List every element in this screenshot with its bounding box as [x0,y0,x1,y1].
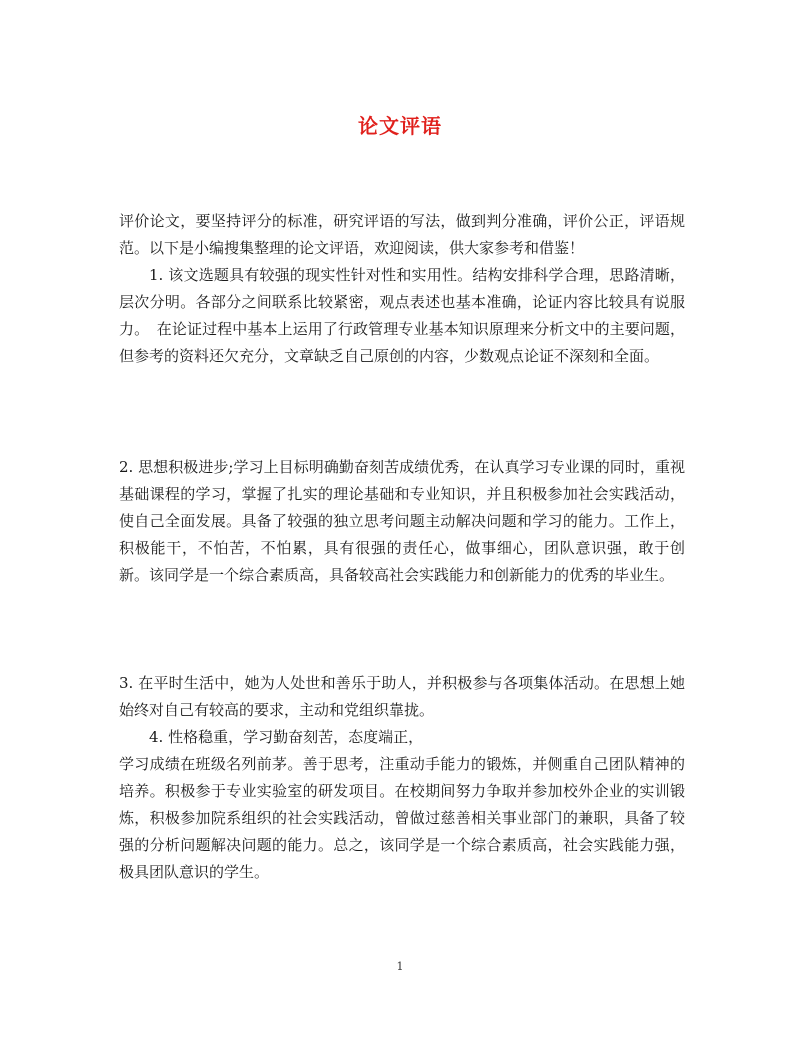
comment-block-2 [119,454,685,589]
page-number: 1 [396,960,404,973]
comment-paragraph-2: 2. 思想积极进步;学习上目标明确勤奋刻苦成绩优秀，在认真学习专业课的同时，重视基础课程的学习，掌握了扎实的理论基础和专业知识，并且积极参加社会实践活动，使自己全面发展。具备了较强的独立思考问题主动解决问题和学习的能力。工作上，积极能干，不怕苦，不怕累，具有很强的责任心，做事细心，团队意识强，敢于创新。该同学是一个综合素质高，具备较高社会实践能力和创新能力的优秀的毕业生。 [119,458,685,584]
comment-paragraph-1: 1. 该文选题具有较强的现实性针对性和实用性。结构安排科学合理，思路清晰，层次分明。各部分之间联系比较紧密，观点表述也基本准确，论证内容比较具有说服力。 在论证过程中基本上运用了行政管理专业基本知识原理来分析文中的主要问题，但参考的资料还欠充分，文章缺乏自己原创的内容，少数观点论证不深刻和全面。 [119,266,685,365]
comment-paragraph-4-body: 学习成绩在班级名列前茅。善于思考，注重动手能力的锻炼，并侧重自己团队精神的培养。积极参于专业实验室的研发项目。在校期间努力争取并参加校外企业的实训锻炼，积极参加院系组织的社会实践活动，曾做过慈善相关事业部门的兼职，具备了较强的分析问题解决问题的能力。总之，该同学是一个综合素质高，社会实践能力强，极具团队意识的学生。 [119,755,685,881]
intro-block [119,208,685,370]
comment-paragraph-4-intro: 4. 性格稳重，学习勤奋刻苦，态度端正， [149,728,424,746]
intro-paragraph: 评价论文，要坚持评分的标准，研究评语的写法，做到判分准确，评价公正，评语规范。以下是小编搜集整理的论文评语，欢迎阅读，供大家参考和借鉴！ [119,212,685,257]
document-title: 论文评语 [358,114,442,138]
comment-block-3 [119,670,685,886]
comment-paragraph-3: 3. 在平时生活中，她为人处世和善乐于助人，并积极参与各项集体活动。在思想上她始终对自己有较高的要求，主动和党组织靠拢。 [119,674,685,719]
